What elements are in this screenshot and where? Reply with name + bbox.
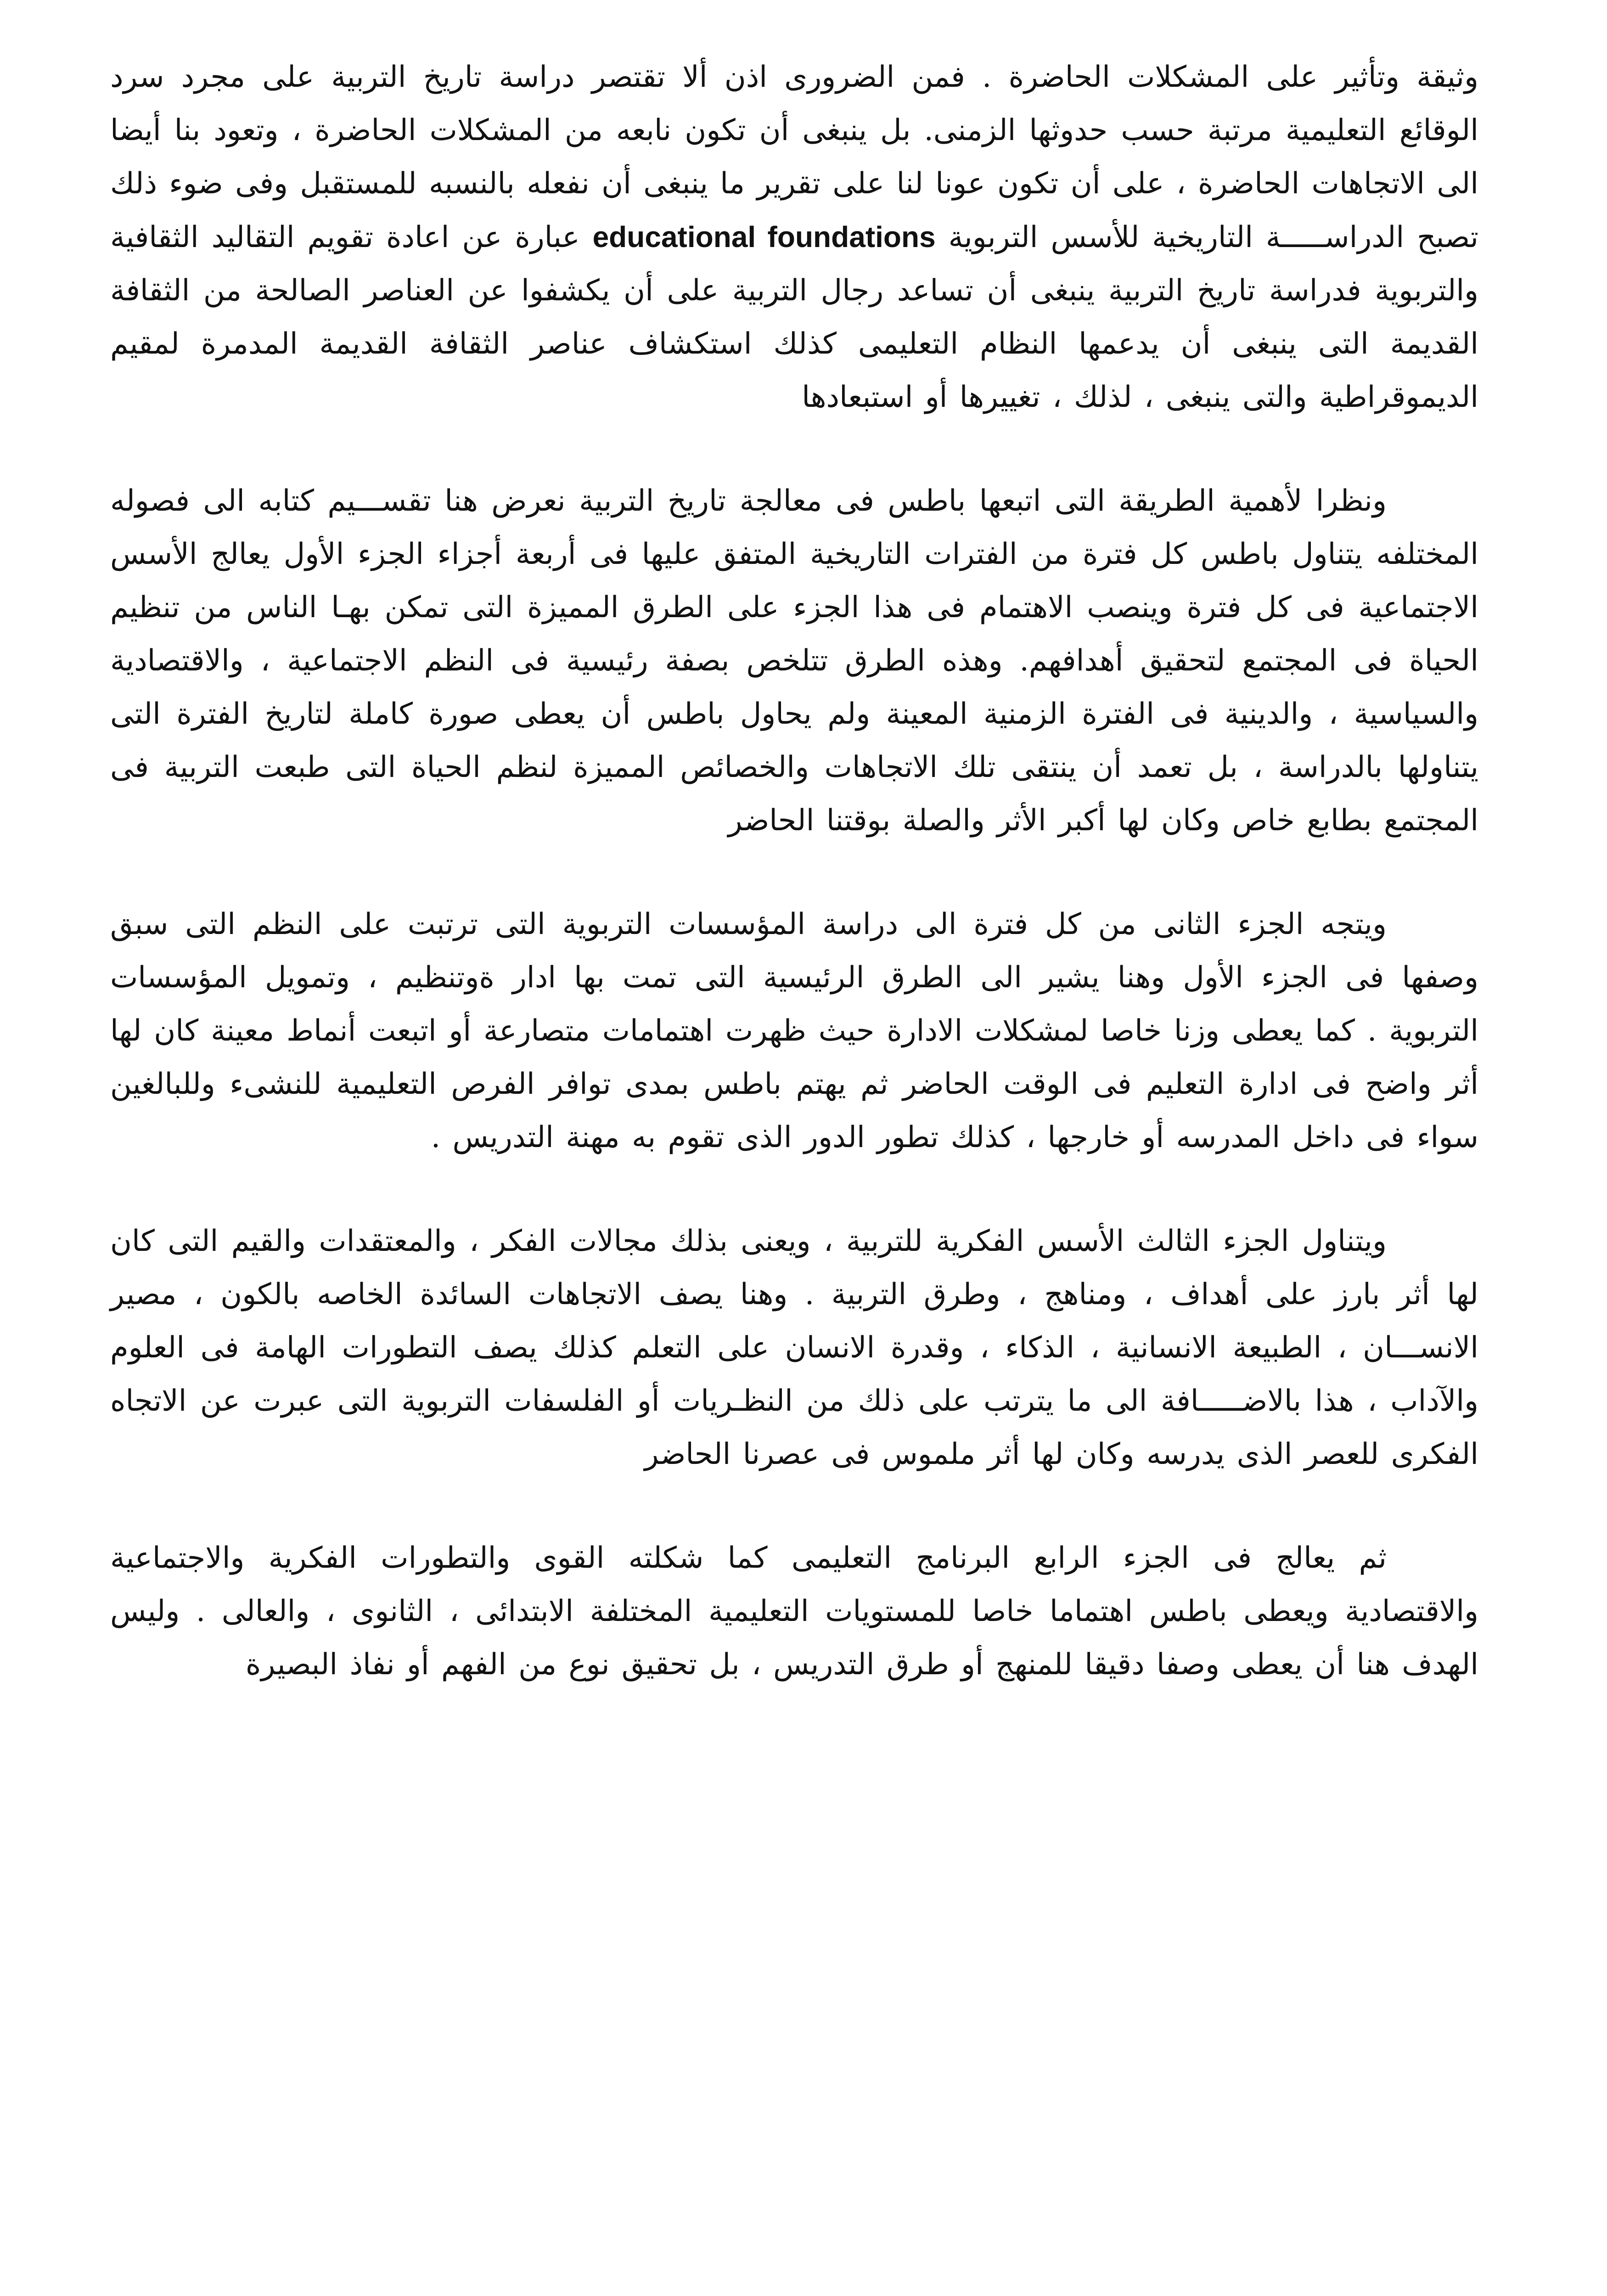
paragraph-4: ويتناول الجزء الثالث الأسس الفكرية للتربية ، ويعنى بذلك مجالات الفكر ، والمعتقدات والقيم التى كان لها أثر بارز على أهداف ، ومناهج ، وطرق التربية . وهنا يصف الاتجاهات السائدة الخاصه بالكون ، مصير الانســـان ، الطبيعة الانسانية ، الذكاء ، وقدرة الانسان على التعلم كذلك يصف التطورات الهامة فى العلوم والآداب ، هذا بالاضـــــافة الى ما يترتب على ذلك من النظـريات أو الفلسفات التربوية التى عبرت عن الاتجاه الفكرى للعصر الذى يدرسه وكان لها أثر ملموس فى عصرنا الحاضر xyxy=(110,1224,1479,1471)
paragraph-1 xyxy=(110,51,1478,424)
paragraph-1-part-1: وثيقة وتأثير على المشكلات الحاضرة . فمن الضرورى اذن ألا تقتصر دراسة تاريخ التربية على مجرد سرد الوقائع التعليمية مرتبة حسب حدوثها الزمنى. بل ينبغى أن تكون نابعه من المشكلات الحاضرة ، وتعود بنا أيضا الى الاتجاهات الحاضرة ، على أن تكون عونا لنا على تقرير ما ينبغى أن نفعله بالنسبه للمستقبل وفى ضوء ذلك تصبح الدراســـــة التاريخية للأسس التربوية xyxy=(110,60,1479,254)
document-page xyxy=(110,51,1478,2296)
paragraph-2: ونظرا لأهمية الطريقة التى اتبعها باطس فى معالجة تاريخ التربية نعرض هنا تقســـيم كتابه الى فصوله المختلفه يتناول باطس كل فترة من الفترات التاريخية المتفق عليها فى أربعة أجزاء الجزء الأول يعالج الأسس الاجتماعية فى كل فترة وينصب الاهتمام فى هذا الجزء على الطرق المميزة التى تمكن بهـا الناس من تنظيم الحياة فى المجتمع لتحقيق أهدافهم. وهذه الطرق تتلخص بصفة رئيسية فى النظم الاجتماعية ، والاقتصادية والسياسية ، والدينية فى الفترة الزمنية المعينة ولم يحاول باطس أن يعطى صورة كاملة لتاريخ الفترة التى يتناولها بالدراسة ، بل تعمد أن ينتقى تلك الاتجاهات والخصائص المميزة لنظم الحياة التى طبعت التربية فى المجتمع بطابع خاص وكان لها أكبر الأثر والصلة بوقتنا الحاضر xyxy=(110,484,1478,838)
paragraph-5: ثم يعالج فى الجزء الرابع البرنامج التعليمى كما شكلته القوى والتطورات الفكرية والاجتماعية والاقتصادية ويعطى باطس اهتماما خاصا للمستويات التعليمية المختلفة الابتدائى ، الثانوى ، والعالى . وليس الهدف هنا أن يعطى وصفا دقيقا للمنهج أو طرق التدريس ، بل تحقيق نوع من الفهم أو نفاذ البصيرة xyxy=(110,1541,1479,1682)
paragraph-1-part-2: عبارة عن اعادة تقويم التقاليد الثقافية والتربوية فدراسة تاريخ التربية ينبغى أن تساعد رجال التربية على أن يكشفوا عن العناصر الصالحة من الثقافة القديمة التى ينبغى أن يدعمها النظام التعليمى كذلك استكشاف عناصر الثقافة القديمة المدمرة لمقيم الديموقراطية والتى ينبغى ، لذلك ، تغييرها أو استبعادها xyxy=(110,220,1479,414)
english-term: educational foundations xyxy=(592,220,936,253)
paragraph-3: ويتجه الجزء الثانى من كل فترة الى دراسة المؤسسات التربوية التى ترتبت على النظم التى سبق وصفها فى الجزء الأول وهنا يشير الى الطرق الرئيسية التى تمت بها ادار ةوتنظيم ، وتمويل المؤسسات التربوية . كما يعطى وزنا خاصا لمشكلات الادارة حيث ظهرت اهتمامات متصارعة أو اتبعت أنماط معينة كان لها أثر واضح فى ادارة التعليم فى الوقت الحاضر ثم يهتم باطس بمدى توافر الفرص التعليمية للنشىء وللبالغين سواء فى داخل المدرسه أو خارجها ، كذلك تطور الدور الذى تقوم به مهنة التدريس . xyxy=(110,907,1478,1154)
